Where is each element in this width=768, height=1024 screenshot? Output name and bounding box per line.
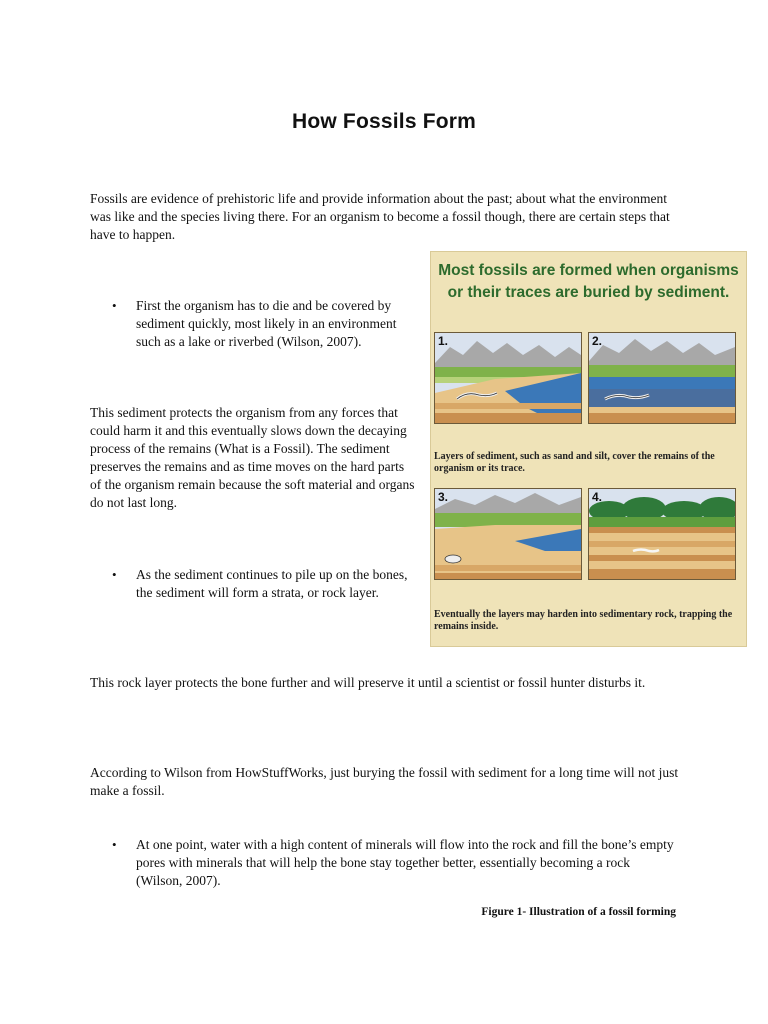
fossil-formation-figure — [430, 251, 747, 647]
figure-title: Most fossils are formed when organisms or their traces are buried by sediment. — [438, 262, 739, 301]
figure-caption-bottom: Eventually the layers may harden into sedimentary rock, trapping the remains inside. — [434, 609, 733, 632]
figure-panel-2 — [588, 332, 736, 424]
panel-3-number: 3. — [438, 490, 449, 504]
bullet-text-3: At one point, water with a high content of minerals will flow into the rock and fill the bone’s empty pores with minerals that will help the bone stay together better, essentially becoming a rock (Wilson, 2007). — [136, 837, 674, 888]
bullet-item-1 — [112, 297, 411, 351]
panel-1-illustration — [435, 333, 581, 423]
panel-2-number: 2. — [592, 334, 603, 348]
wilson-paragraph: According to Wilson from HowStuffWorks, just burying the fossil with sediment for a long time will not just make a fossil. — [90, 765, 679, 798]
figure-label: Figure 1- Illustration of a fossil forming — [481, 906, 676, 918]
bullet-item-3 — [112, 836, 676, 890]
sediment-paragraph: This sediment protects the organism from any forces that could harm it and this eventually slows down the decaying process of the remains (What is a Fossil). The sediment preserves the remains and as time moves on the hard parts of the organism remain because the soft material and organs do not last long. — [90, 405, 415, 510]
panel-3-illustration — [435, 489, 581, 579]
bullet-glyph: • — [112, 837, 117, 852]
bullet-text-1: First the organism has to die and be covered by sediment quickly, most likely in an environment such as a lake or riverbed (Wilson, 2007). — [136, 298, 397, 349]
figure-panel-1 — [434, 332, 582, 424]
panel-2-illustration — [589, 333, 735, 423]
bullet-glyph: • — [112, 298, 117, 313]
bullet-glyph: • — [112, 567, 117, 582]
bullet-text-2: As the sediment continues to pile up on the bones, the sediment will form a strata, or rock layer. — [136, 567, 408, 600]
panel-1-number: 1. — [438, 334, 449, 348]
figure-panel-3 — [434, 488, 582, 580]
panel-4-illustration — [589, 489, 735, 579]
figure-caption-top: Layers of sediment, such as sand and silt, cover the remains of the organism or its trace. — [434, 451, 715, 474]
figure-panel-4 — [588, 488, 736, 580]
panel-4-number: 4. — [592, 490, 603, 504]
bullet-item-2 — [112, 566, 411, 602]
intro-paragraph: Fossils are evidence of prehistoric life and provide information about the past; about what the environment was like and the species living there. For an organism to become a fossil though, there are certain steps that have to happen. — [90, 191, 670, 242]
rock-layer-paragraph: This rock layer protects the bone further and will preserve it until a scientist or fossil hunter disturbs it. — [90, 675, 646, 690]
page-title: How Fossils Form — [291, 110, 477, 133]
